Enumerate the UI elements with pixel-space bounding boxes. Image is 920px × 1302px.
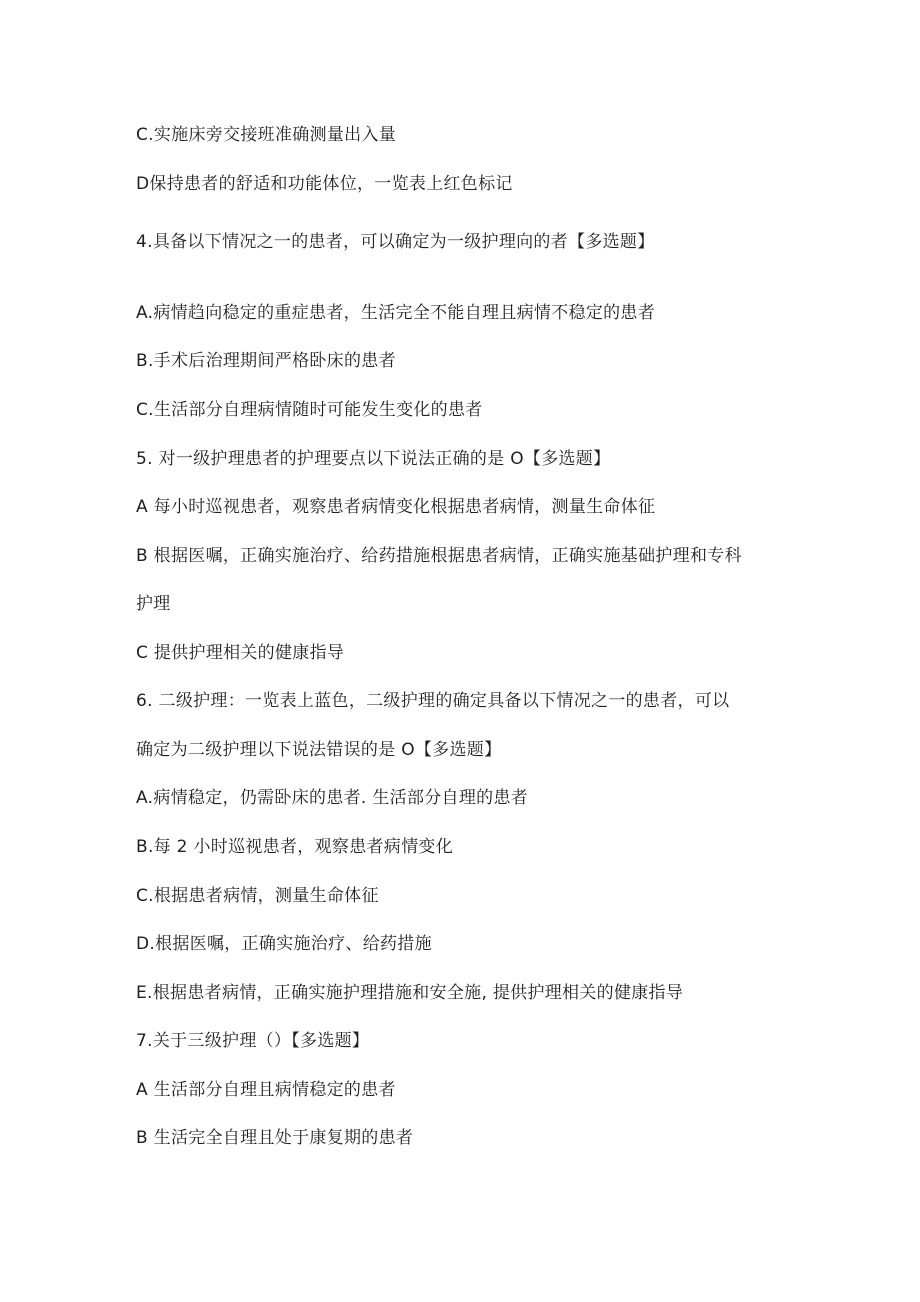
question-6-text: 6. 二级护理：一览表上蓝色，二级护理的确定具备以下情况之一的患者，可以 xyxy=(136,691,730,711)
question-5-option-a: A 每小时巡视患者，观察患者病情变化根据患者病情，测量生命体征 xyxy=(136,497,656,517)
question-6-text-cont: 确定为二级护理以下说法错误的是 O【多选题】 xyxy=(136,740,502,760)
question-6-option-e: E.根据患者病情，正确实施护理措施和安全施, 提供护理相关的健康指导 xyxy=(136,983,684,1003)
question-4-option-c: C.生活部分自理病情随时可能发生变化的患者 xyxy=(136,400,483,420)
question-4-text: 4.具备以下情况之一的患者，可以确定为一级护理向的者【多选题】 xyxy=(136,232,655,252)
question-6-option-c: C.根据患者病情，测量生命体征 xyxy=(136,886,379,906)
option-c-text: C.实施床旁交接班准确测量出入量 xyxy=(136,125,397,145)
question-4-option-a: A.病情趋向稳定的重症患者，生活完全不能自理且病情不稳定的患者 xyxy=(136,303,656,323)
question-5-option-b-cont: 护理 xyxy=(136,594,171,614)
question-7-text: 7.关于三级护理（）【多选题】 xyxy=(136,1031,370,1051)
question-4-option-b: B.手术后治理期间严格卧床的患者 xyxy=(136,351,396,371)
option-d-text: D保持患者的舒适和功能体位，一览表上红色标记 xyxy=(136,174,513,194)
question-6-option-b: B.每 2 小时巡视患者，观察患者病情变化 xyxy=(136,837,453,857)
question-7-option-b: B 生活完全自理且处于康复期的患者 xyxy=(136,1128,414,1148)
question-7-option-a: A 生活部分自理且病情稳定的患者 xyxy=(136,1080,396,1100)
question-5-text: 5. 对一级护理患者的护理要点以下说法正确的是 O【多选题】 xyxy=(136,449,611,469)
question-6-option-a: A.病情稳定，仍需卧床的患者. 生活部分自理的患者 xyxy=(136,788,529,808)
question-5-option-c: C 提供护理相关的健康指导 xyxy=(136,643,345,663)
question-6-option-d: D.根据医嘱，正确实施治疗、给药措施 xyxy=(136,934,432,954)
question-5-option-b: B 根据医嘱，正确实施治疗、给药措施根据患者病情，正确实施基础护理和专科 xyxy=(136,546,742,566)
